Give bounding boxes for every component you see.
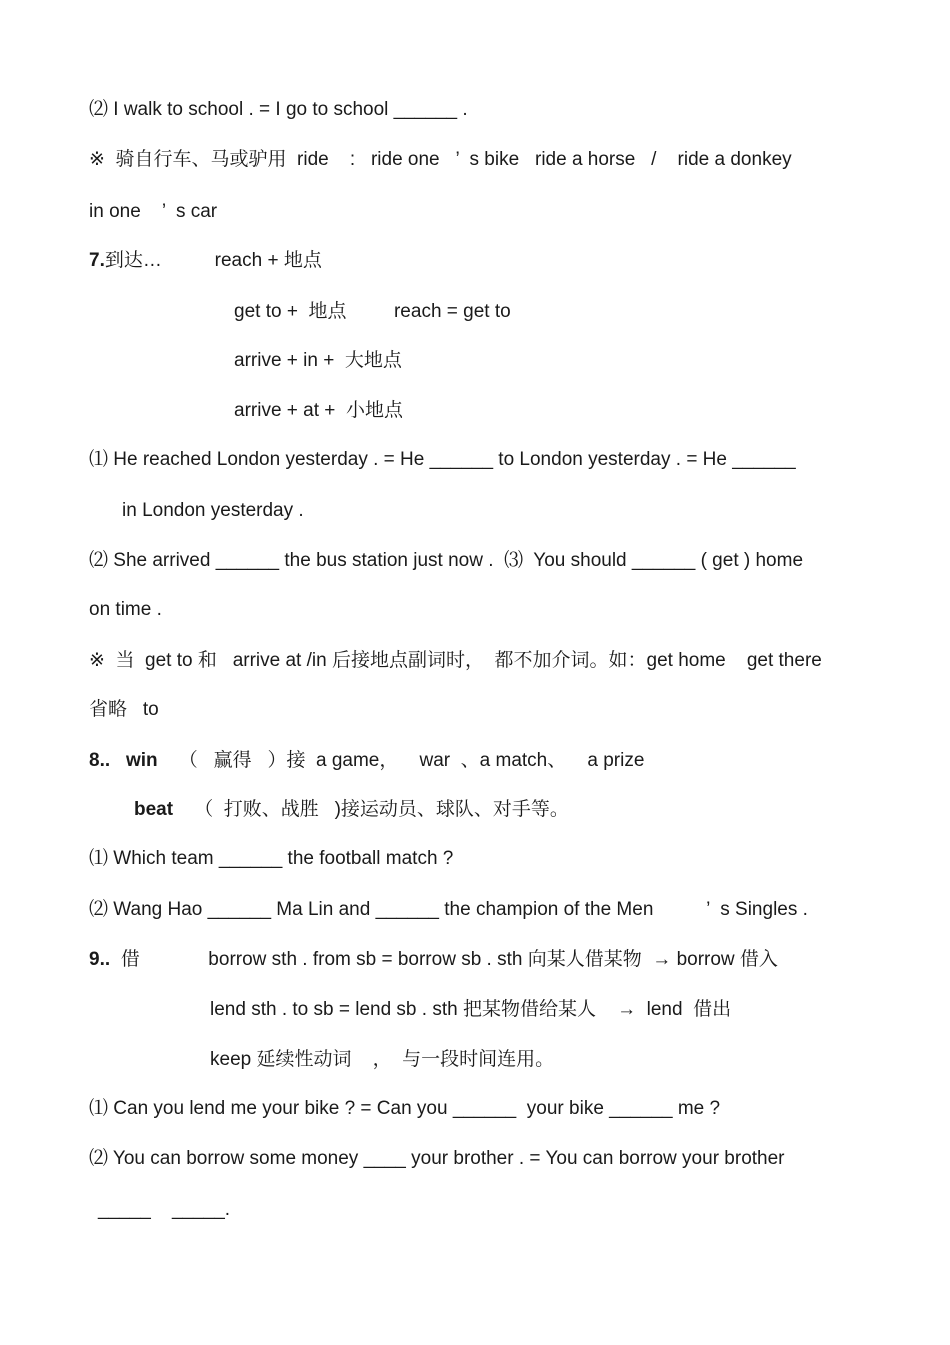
section-number: 9.. <box>89 949 111 970</box>
note-line: ※ 骑自行车、马或驴用 ride : ride one ’ s bike ride a horse / ride a donkey <box>89 149 792 170</box>
section-number: 7. <box>89 250 105 271</box>
section-number: 8.. <box>89 750 111 771</box>
usage-line: arrive + in + 大地点 <box>234 350 402 371</box>
exercise-line: ⑴ He reached London yesterday . = He ______ to London yesterday . = He ______ <box>89 449 796 470</box>
exercise-line: ⑵ Wang Hao ______ Ma Lin and ______ the champion of the Men ’ s Singles . <box>89 899 808 920</box>
keyword: win <box>125 750 158 771</box>
exercise-line: ⑴ Can you lend me your bike ? = Can you ______ your bike ______ me ? <box>89 1098 721 1119</box>
note-line: 省略 to <box>89 699 159 720</box>
exercise-line: in London yesterday . <box>122 500 304 521</box>
usage-line: get to + 地点 reach = get to <box>234 301 511 322</box>
exercise-line: ⑵ I walk to school . = I go to school ______ . <box>89 99 468 120</box>
usage-line: arrive + at + 小地点 <box>234 400 403 421</box>
section-heading <box>89 948 778 972</box>
exercise-line: _____ _____. <box>98 1199 231 1220</box>
section-text: （ 赢得 ）接 a game， war 、a match、 a prize <box>178 750 645 771</box>
section-text: 借 borrow sth . from sb = borrow sb . sth 向某人借某物 → borrow 借入 <box>120 949 778 970</box>
usage-line <box>134 798 569 822</box>
exercise-line: ⑵ You can borrow some money ____ your brother . = You can borrow your brother <box>89 1148 785 1169</box>
section-heading <box>89 749 644 773</box>
note-line: in one ’ s car <box>89 201 218 222</box>
usage-line: keep 延续性动词 ， 与一段时间连用。 <box>210 1049 555 1070</box>
exercise-line: on time . <box>89 599 162 620</box>
keyword: beat <box>134 799 174 820</box>
exercise-line: ⑴ Which team ______ the football match ? <box>89 848 454 869</box>
usage-line: lend sth . to sb = lend sb . sth 把某物借给某人 → lend 借出 <box>210 999 732 1020</box>
exercise-line: ⑵ She arrived ______ the bus station just now . ⑶ You should ______ ( get ) home <box>89 550 804 571</box>
section-text: 到达… reach + 地点 <box>104 250 322 271</box>
usage-text: （ 打败、战胜 )接运动员、球队、对手等。 <box>194 799 569 820</box>
section-heading <box>89 249 322 273</box>
note-line: ※ 当 get to 和 arrive at /in 后接地点副词时， 都不加介词。如：get home get there <box>89 650 822 671</box>
